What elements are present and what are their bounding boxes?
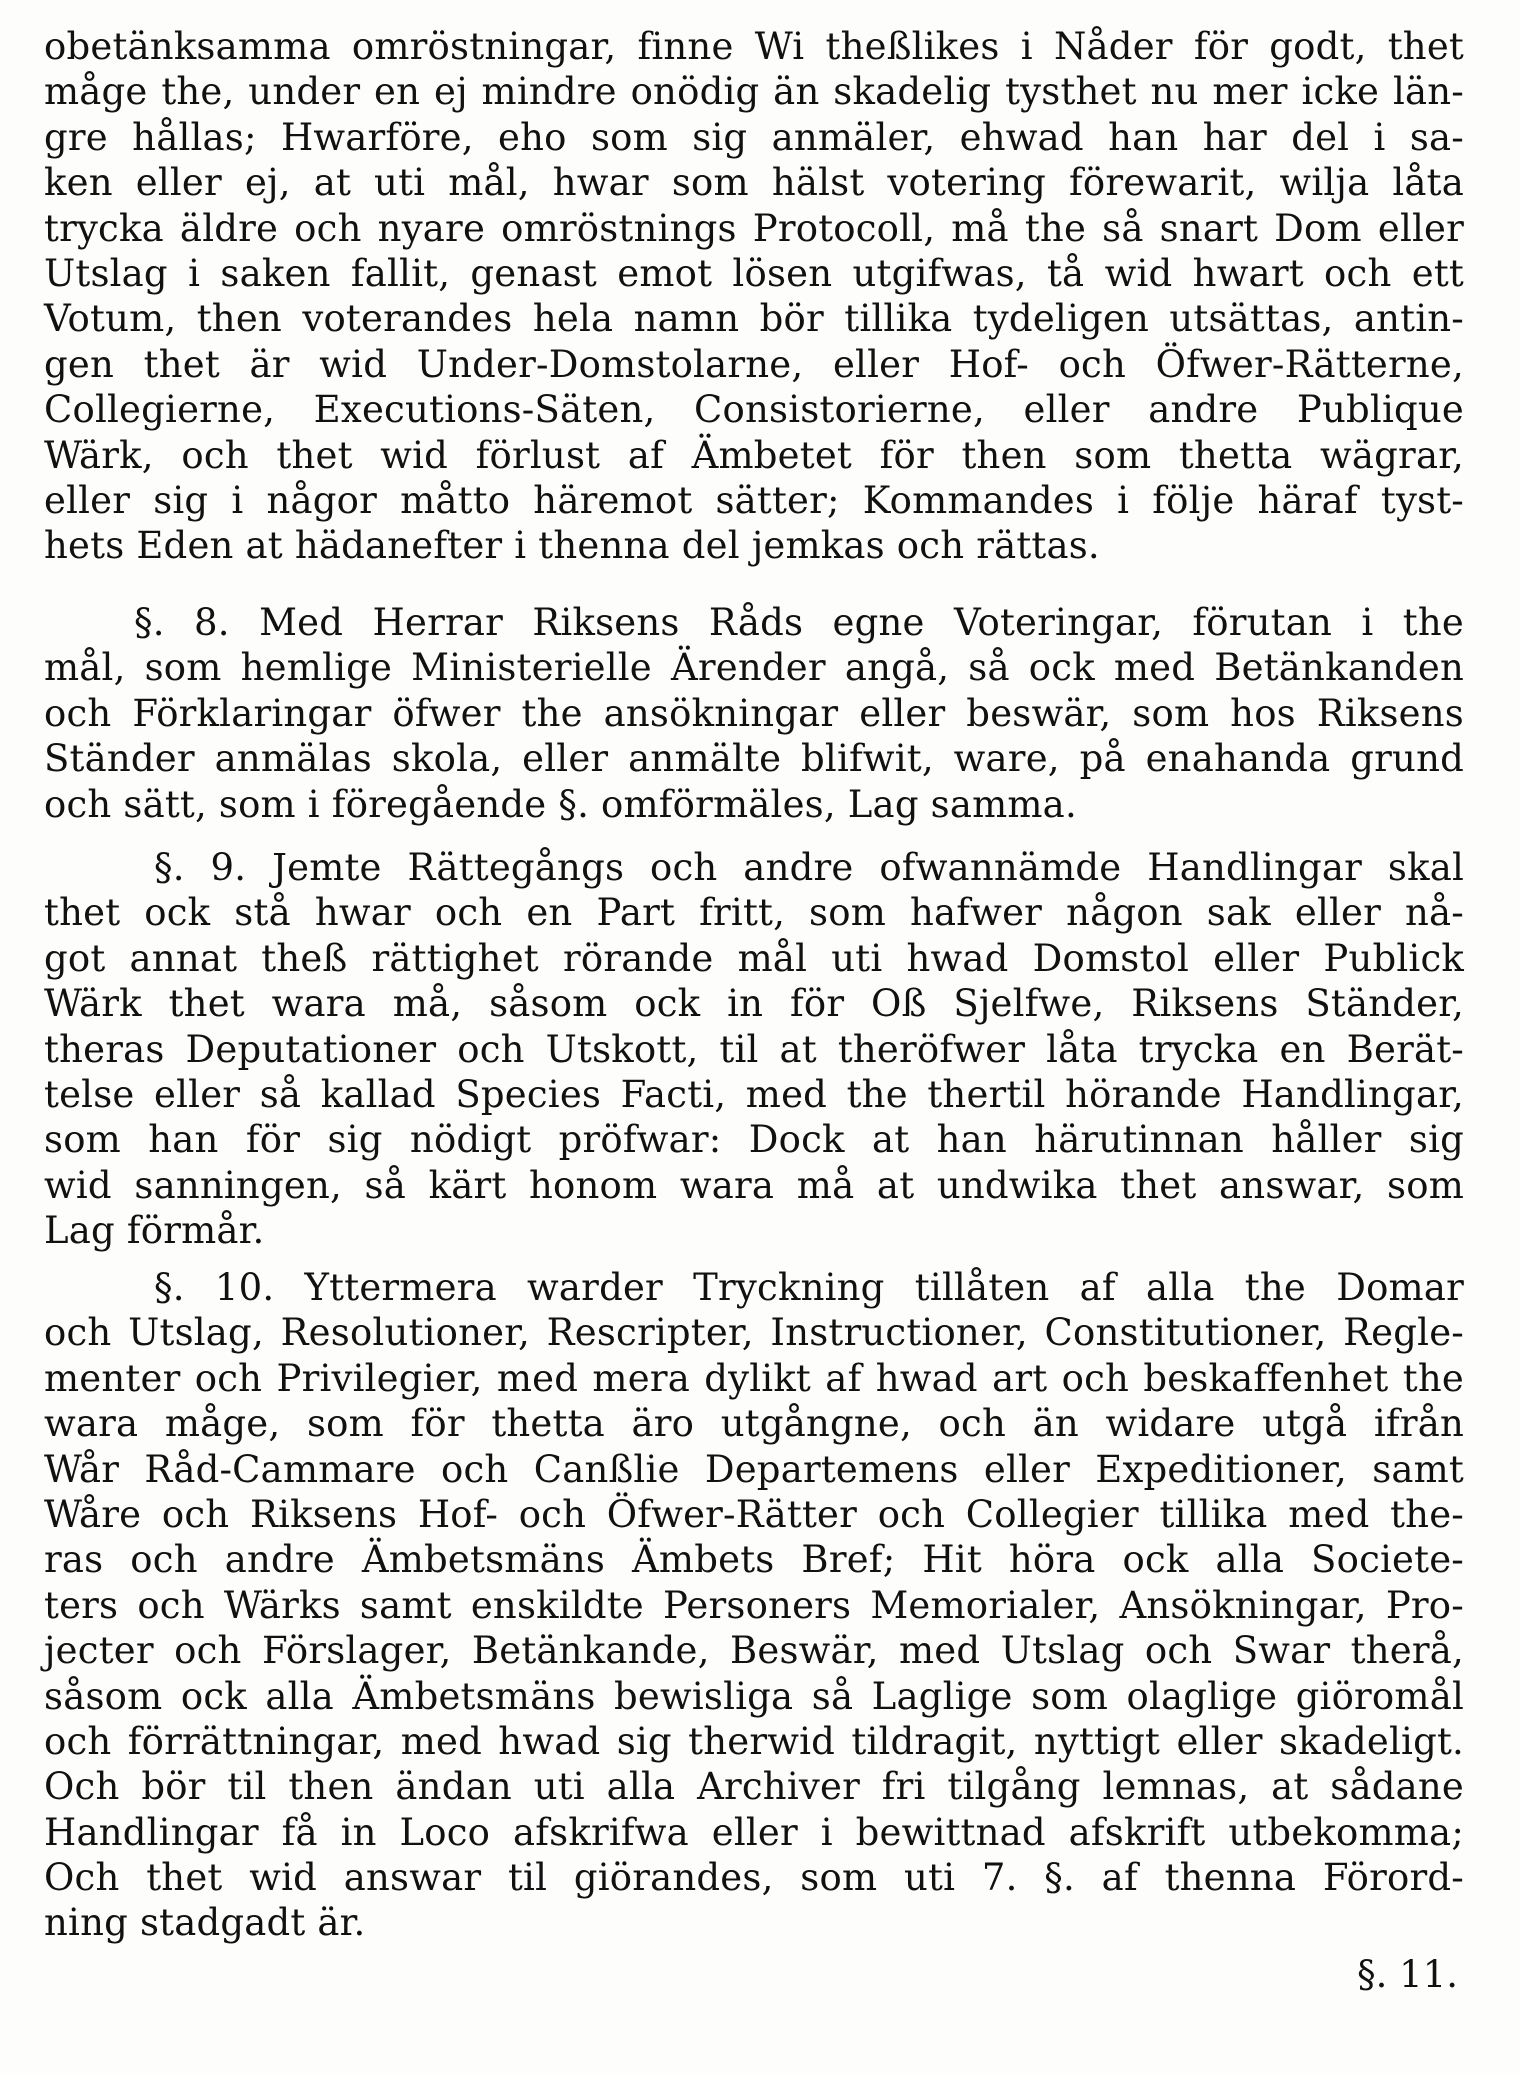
text-line: Wärk thet wara må, såsom ock in för Oß Sjelfwe, Riksens Ständer, (44, 982, 1464, 1026)
text-line: och Förklaringar öfwer the ansökningar eller beswär, som hos Riksens (44, 691, 1464, 735)
text-line: jecter och Förslager, Betänkande, Beswär, med Utslag och Swar therå, (44, 1629, 1464, 1673)
text-line: och förrättningar, med hwad sig therwid tildragit, nyttigt eller skadeligt. (44, 1719, 1464, 1763)
text-line: ters och Wärks samt enskildte Personers Memorialer, Ansökningar, Pro- (44, 1583, 1464, 1627)
text-line: obetänksamma omröstningar, finne Wi theßlikes i Nåder för godt, thet (44, 25, 1464, 68)
text-line: ken eller ej, at uti mål, hwar som hälst votering förewarit, wilja låta (44, 161, 1464, 205)
text-line: måge the, under en ej mindre onödig än skadelig tysthet nu mer icke län- (44, 70, 1464, 114)
paragraph-1 (44, 24, 1464, 569)
text-line: Wår Råd-Cammare och Canßlie Departemens eller Expeditioner, samt (44, 1447, 1464, 1491)
text-line: telse eller så kallad Species Facti, med the thertil hörande Handlingar, (44, 1072, 1464, 1116)
text-line: Votum, then voterandes hela namn bör tillika tydeligen utsättas, antin- (44, 297, 1464, 341)
text-line: §. 8. Med Herrar Riksens Råds egne Voteringar, förutan i the (134, 601, 1464, 644)
text-line: Lag förmår. (44, 1209, 265, 1253)
text-line: §. 10. Yttermera warder Tryckning tillåten af alla the Domar (154, 1266, 1464, 1309)
text-line: wara måge, som för thetta äro utgångne, och än widare utgå ifrån (44, 1402, 1464, 1446)
text-line: gre hållas; Hwarföre, eho som sig anmäler, ehwad han har del i sa- (44, 115, 1464, 159)
text-line: Wåre och Riksens Hof- och Öfwer-Rätter och Collegier tillika med the- (44, 1492, 1464, 1536)
text-line: Handlingar få in Loco afskrifwa eller i bewittnad afskrift utbekomma; (44, 1810, 1464, 1854)
text-line: got annat theß rättighet rörande mål uti hwad Domstol eller Publick (44, 936, 1464, 980)
text-line: Collegierne, Executions-Säten, Consistorierne, eller andre Publique (44, 388, 1464, 432)
text-line: mål, som hemlige Ministerielle Ärender angå, så ock med Betänkanden (44, 646, 1464, 690)
text-line: och Utslag, Resolutioner, Rescripter, Instructioner, Constitutioner, Regle- (44, 1311, 1464, 1355)
paragraph-section-9 (44, 845, 1464, 1254)
text-line: trycka äldre och nyare omröstnings Protocoll, må the så snart Dom eller (44, 206, 1464, 250)
text-line: ning stadgadt är. (44, 1901, 366, 1945)
text-line: menter och Privilegier, med mera dylikt af hwad art och beskaffenhet the (44, 1356, 1464, 1400)
text-line: Ständer anmälas skola, eller anmälte blifwit, ware, på enahanda grund (44, 737, 1464, 781)
text-line: Och thet wid answar til giörandes, som uti 7. §. af thenna Förord- (44, 1856, 1464, 1900)
text-line: §. 9. Jemte Rättegångs och andre ofwannämde Handlingar skal (154, 846, 1464, 889)
text-line: ras och andre Ämbetsmäns Ämbets Bref; Hit höra ock alla Societe- (44, 1538, 1464, 1582)
text-line: wid sanningen, så kärt honom wara må at undwika thet answar, som (44, 1163, 1464, 1207)
text-line: och sätt, som i föregående §. omförmäles, Lag samma. (44, 782, 1077, 826)
text-line: Utslag i saken fallit, genast emot lösen utgifwas, tå wid hwart och ett (44, 251, 1464, 295)
paragraph-section-10 (44, 1265, 1464, 1946)
catchword: §. 11. (1357, 1953, 1458, 1996)
text-line: gen thet är wid Under-Domstolarne, eller Hof- och Öfwer-Rätterne, (44, 342, 1464, 386)
text-line: eller sig i någor måtto häremot sätter; Kommandes i följe häraf tyst- (44, 478, 1464, 522)
text-line: Wärk, och thet wid förlust af Ämbetet för then som thetta wägrar, (44, 433, 1464, 477)
text-line: thet ock stå hwar och en Part fritt, som hafwer någon sak eller nå- (44, 891, 1464, 935)
text-line: hets Eden at hädanefter i thenna del jemkas och rättas. (44, 524, 1100, 568)
text-line: såsom ock alla Ämbetsmäns bewisliga så Laglige som olaglige giöromål (44, 1674, 1464, 1718)
text-line: Och bör til then ändan uti alla Archiver fri tilgång lemnas, at sådane (44, 1765, 1464, 1809)
paragraph-section-8 (44, 600, 1464, 827)
text-line: som han för sig nödigt pröfwar: Dock at han härutinnan håller sig (44, 1118, 1464, 1162)
text-line: theras Deputationer och Utskott, til at theröfwer låta trycka en Berät- (44, 1027, 1464, 1071)
